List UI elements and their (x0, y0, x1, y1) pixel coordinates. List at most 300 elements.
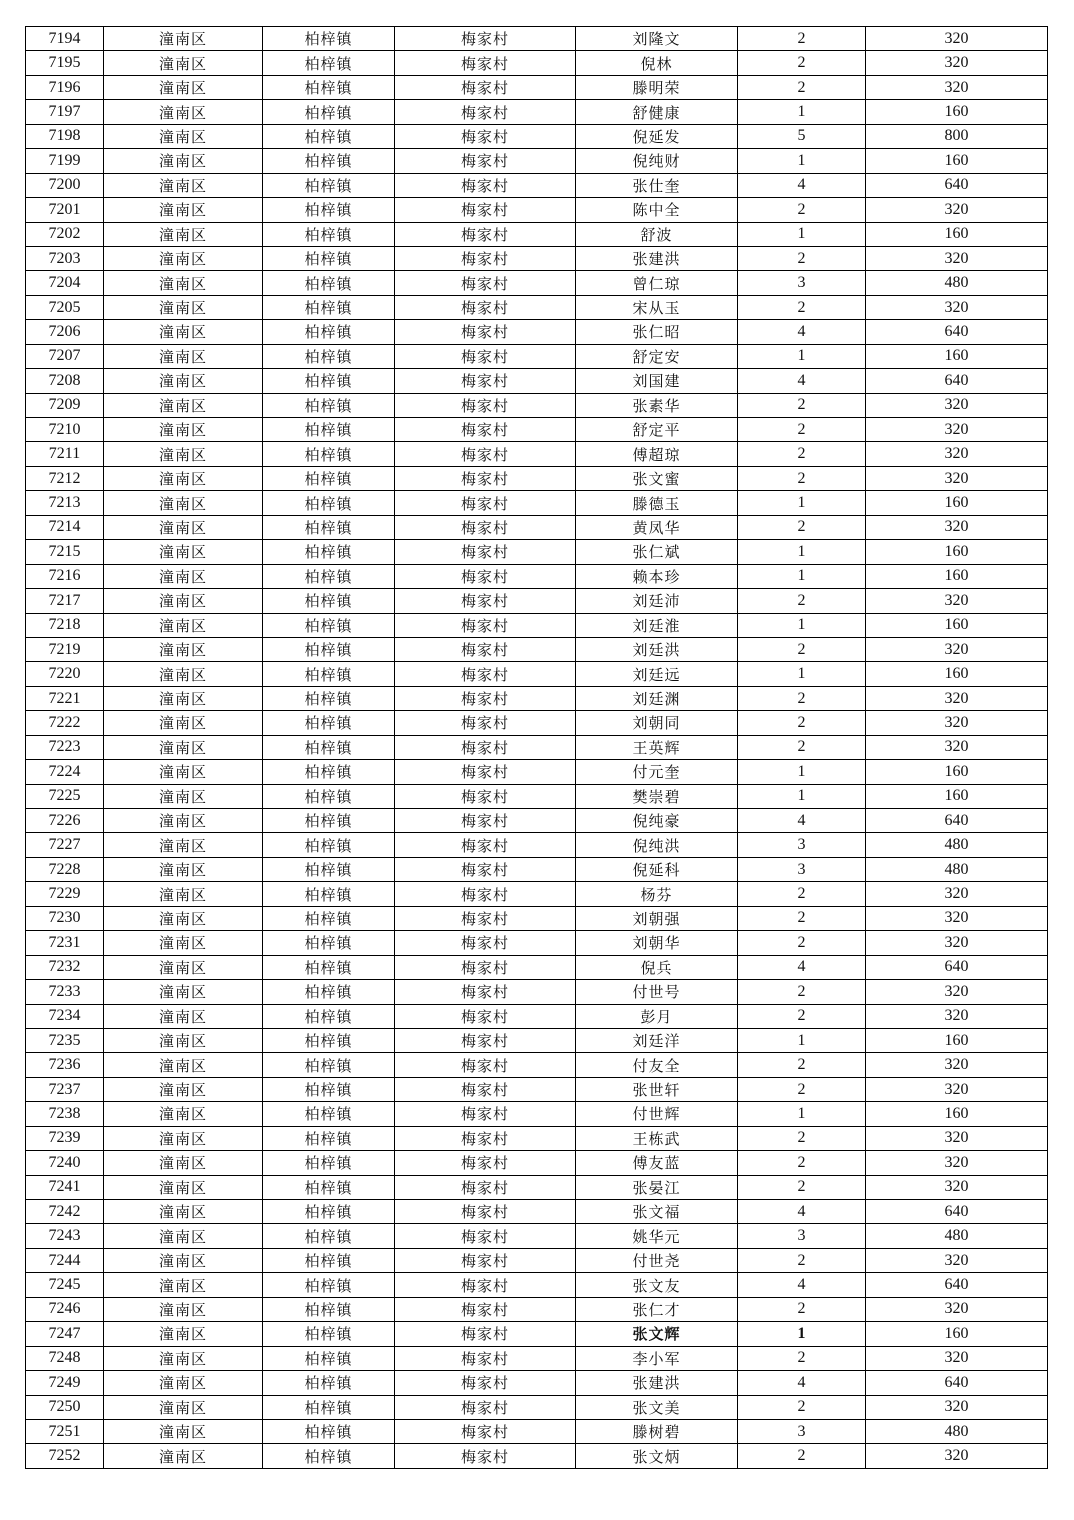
table-row (26, 882, 1048, 906)
cell-seq: 7223 (26, 735, 104, 759)
cell-amount: 320 (866, 515, 1048, 539)
cell-district: 潼南区 (104, 466, 263, 490)
cell-town: 柏梓镇 (263, 882, 395, 906)
cell-amount: 160 (866, 662, 1048, 686)
cell-amount: 320 (866, 1053, 1048, 1077)
cell-seq: 7221 (26, 686, 104, 710)
cell-town: 柏梓镇 (263, 1151, 395, 1175)
cell-amount: 160 (866, 149, 1048, 173)
cell-village: 梅家村 (395, 906, 576, 930)
cell-village: 梅家村 (395, 564, 576, 588)
cell-name: 张文友 (576, 1273, 738, 1297)
cell-name: 张文福 (576, 1200, 738, 1224)
table-row (26, 271, 1048, 295)
table-row (26, 149, 1048, 173)
table-row (26, 1102, 1048, 1126)
cell-district: 潼南区 (104, 760, 263, 784)
cell-name: 滕明荣 (576, 75, 738, 99)
cell-seq: 7220 (26, 662, 104, 686)
cell-town: 柏梓镇 (263, 1248, 395, 1272)
cell-persons: 2 (738, 198, 866, 222)
cell-amount: 640 (866, 955, 1048, 979)
cell-persons: 2 (738, 1053, 866, 1077)
table-row (26, 857, 1048, 881)
cell-amount: 480 (866, 1224, 1048, 1248)
cell-amount: 160 (866, 222, 1048, 246)
table-row (26, 393, 1048, 417)
cell-amount: 640 (866, 320, 1048, 344)
cell-name: 赖本珍 (576, 564, 738, 588)
cell-village: 梅家村 (395, 393, 576, 417)
table-row (26, 1175, 1048, 1199)
cell-persons: 2 (738, 27, 866, 51)
cell-town: 柏梓镇 (263, 246, 395, 270)
cell-name: 倪延科 (576, 857, 738, 881)
cell-persons: 1 (738, 613, 866, 637)
cell-seq: 7195 (26, 51, 104, 75)
cell-amount: 320 (866, 1151, 1048, 1175)
cell-persons: 1 (738, 100, 866, 124)
cell-seq: 7231 (26, 931, 104, 955)
table-row (26, 711, 1048, 735)
cell-district: 潼南区 (104, 833, 263, 857)
cell-amount: 480 (866, 1419, 1048, 1443)
cell-seq: 7197 (26, 100, 104, 124)
cell-town: 柏梓镇 (263, 1077, 395, 1101)
cell-amount: 320 (866, 1077, 1048, 1101)
table-row (26, 1004, 1048, 1028)
cell-seq: 7218 (26, 613, 104, 637)
subsidy-list-table (25, 26, 1048, 1469)
cell-amount: 320 (866, 418, 1048, 442)
table-row (26, 906, 1048, 930)
cell-amount: 320 (866, 442, 1048, 466)
cell-district: 潼南区 (104, 75, 263, 99)
cell-town: 柏梓镇 (263, 100, 395, 124)
cell-persons: 4 (738, 1200, 866, 1224)
table-row (26, 51, 1048, 75)
cell-seq: 7216 (26, 564, 104, 588)
cell-seq: 7242 (26, 1200, 104, 1224)
cell-village: 梅家村 (395, 589, 576, 613)
cell-village: 梅家村 (395, 418, 576, 442)
cell-persons: 2 (738, 1175, 866, 1199)
cell-district: 潼南区 (104, 271, 263, 295)
cell-persons: 1 (738, 1028, 866, 1052)
table-row (26, 809, 1048, 833)
cell-district: 潼南区 (104, 491, 263, 515)
cell-name: 刘廷远 (576, 662, 738, 686)
cell-district: 潼南区 (104, 1102, 263, 1126)
cell-name: 刘廷渊 (576, 686, 738, 710)
cell-seq: 7217 (26, 589, 104, 613)
cell-town: 柏梓镇 (263, 1346, 395, 1370)
cell-name: 王英辉 (576, 735, 738, 759)
cell-village: 梅家村 (395, 1028, 576, 1052)
cell-name: 张仕奎 (576, 173, 738, 197)
cell-town: 柏梓镇 (263, 1224, 395, 1248)
cell-seq: 7219 (26, 637, 104, 661)
cell-village: 梅家村 (395, 295, 576, 319)
cell-amount: 320 (866, 589, 1048, 613)
cell-persons: 2 (738, 466, 866, 490)
cell-district: 潼南区 (104, 589, 263, 613)
cell-town: 柏梓镇 (263, 27, 395, 51)
cell-amount: 480 (866, 857, 1048, 881)
cell-town: 柏梓镇 (263, 295, 395, 319)
cell-amount: 320 (866, 980, 1048, 1004)
cell-town: 柏梓镇 (263, 931, 395, 955)
table-row (26, 1077, 1048, 1101)
cell-town: 柏梓镇 (263, 1028, 395, 1052)
cell-district: 潼南区 (104, 735, 263, 759)
cell-village: 梅家村 (395, 1151, 576, 1175)
table-row (26, 246, 1048, 270)
table-row (26, 100, 1048, 124)
cell-name: 付世尧 (576, 1248, 738, 1272)
table-row (26, 344, 1048, 368)
cell-amount: 320 (866, 931, 1048, 955)
cell-name: 刘朝强 (576, 906, 738, 930)
cell-amount: 800 (866, 124, 1048, 148)
cell-seq: 7204 (26, 271, 104, 295)
cell-name: 张世轩 (576, 1077, 738, 1101)
cell-amount: 160 (866, 1102, 1048, 1126)
cell-seq: 7241 (26, 1175, 104, 1199)
cell-amount: 640 (866, 1273, 1048, 1297)
cell-name: 张仁昭 (576, 320, 738, 344)
cell-village: 梅家村 (395, 369, 576, 393)
cell-persons: 2 (738, 75, 866, 99)
cell-village: 梅家村 (395, 540, 576, 564)
cell-village: 梅家村 (395, 100, 576, 124)
cell-seq: 7201 (26, 198, 104, 222)
cell-seq: 7225 (26, 784, 104, 808)
cell-town: 柏梓镇 (263, 833, 395, 857)
table-row (26, 173, 1048, 197)
cell-persons: 2 (738, 295, 866, 319)
cell-name: 刘国建 (576, 369, 738, 393)
cell-seq: 7207 (26, 344, 104, 368)
cell-village: 梅家村 (395, 1175, 576, 1199)
cell-district: 潼南区 (104, 637, 263, 661)
cell-village: 梅家村 (395, 1444, 576, 1468)
cell-seq: 7215 (26, 540, 104, 564)
cell-amount: 320 (866, 75, 1048, 99)
cell-name: 张文美 (576, 1395, 738, 1419)
cell-persons: 2 (738, 686, 866, 710)
cell-seq: 7208 (26, 369, 104, 393)
cell-name: 倪延发 (576, 124, 738, 148)
cell-persons: 3 (738, 271, 866, 295)
cell-seq: 7239 (26, 1126, 104, 1150)
table-row (26, 686, 1048, 710)
cell-town: 柏梓镇 (263, 442, 395, 466)
cell-name: 张仁斌 (576, 540, 738, 564)
cell-amount: 320 (866, 393, 1048, 417)
cell-town: 柏梓镇 (263, 1297, 395, 1321)
cell-name: 刘廷沛 (576, 589, 738, 613)
cell-district: 潼南区 (104, 27, 263, 51)
cell-village: 梅家村 (395, 27, 576, 51)
cell-district: 潼南区 (104, 344, 263, 368)
cell-name: 张仁才 (576, 1297, 738, 1321)
cell-name: 舒波 (576, 222, 738, 246)
cell-town: 柏梓镇 (263, 686, 395, 710)
cell-seq: 7236 (26, 1053, 104, 1077)
table-row (26, 1200, 1048, 1224)
table-row (26, 955, 1048, 979)
table-row (26, 1248, 1048, 1272)
cell-village: 梅家村 (395, 1102, 576, 1126)
cell-village: 梅家村 (395, 662, 576, 686)
cell-name: 滕树碧 (576, 1419, 738, 1443)
cell-district: 潼南区 (104, 564, 263, 588)
cell-name: 倪林 (576, 51, 738, 75)
cell-name: 付友全 (576, 1053, 738, 1077)
cell-persons: 2 (738, 1151, 866, 1175)
cell-name: 刘廷洋 (576, 1028, 738, 1052)
cell-persons: 2 (738, 882, 866, 906)
cell-district: 潼南区 (104, 295, 263, 319)
cell-name: 张晏江 (576, 1175, 738, 1199)
table-row (26, 1273, 1048, 1297)
cell-town: 柏梓镇 (263, 51, 395, 75)
table-row (26, 662, 1048, 686)
cell-district: 潼南区 (104, 857, 263, 881)
cell-district: 潼南区 (104, 515, 263, 539)
cell-name: 舒定平 (576, 418, 738, 442)
cell-district: 潼南区 (104, 1346, 263, 1370)
cell-village: 梅家村 (395, 784, 576, 808)
cell-district: 潼南区 (104, 1151, 263, 1175)
cell-name: 曾仁琼 (576, 271, 738, 295)
cell-name: 刘廷洪 (576, 637, 738, 661)
cell-district: 潼南区 (104, 540, 263, 564)
cell-district: 潼南区 (104, 1126, 263, 1150)
cell-seq: 7250 (26, 1395, 104, 1419)
cell-persons: 2 (738, 711, 866, 735)
cell-name: 刘廷淮 (576, 613, 738, 637)
cell-amount: 320 (866, 27, 1048, 51)
cell-village: 梅家村 (395, 809, 576, 833)
cell-name: 倪纯豪 (576, 809, 738, 833)
cell-persons: 1 (738, 784, 866, 808)
cell-town: 柏梓镇 (263, 124, 395, 148)
cell-town: 柏梓镇 (263, 1371, 395, 1395)
cell-village: 梅家村 (395, 246, 576, 270)
cell-persons: 2 (738, 1077, 866, 1101)
cell-town: 柏梓镇 (263, 75, 395, 99)
cell-name: 滕德玉 (576, 491, 738, 515)
table-row (26, 1322, 1048, 1346)
table-row (26, 564, 1048, 588)
cell-village: 梅家村 (395, 686, 576, 710)
cell-village: 梅家村 (395, 149, 576, 173)
cell-persons: 2 (738, 515, 866, 539)
cell-town: 柏梓镇 (263, 491, 395, 515)
cell-town: 柏梓镇 (263, 418, 395, 442)
cell-persons: 2 (738, 442, 866, 466)
cell-persons: 1 (738, 222, 866, 246)
cell-district: 潼南区 (104, 198, 263, 222)
cell-name: 姚华元 (576, 1224, 738, 1248)
cell-town: 柏梓镇 (263, 613, 395, 637)
cell-district: 潼南区 (104, 931, 263, 955)
cell-amount: 320 (866, 1126, 1048, 1150)
table-row (26, 784, 1048, 808)
table-row (26, 589, 1048, 613)
cell-amount: 160 (866, 760, 1048, 784)
cell-amount: 320 (866, 1175, 1048, 1199)
cell-town: 柏梓镇 (263, 564, 395, 588)
cell-district: 潼南区 (104, 1004, 263, 1028)
cell-amount: 640 (866, 1371, 1048, 1395)
cell-name: 张素华 (576, 393, 738, 417)
cell-village: 梅家村 (395, 613, 576, 637)
cell-persons: 1 (738, 149, 866, 173)
cell-persons: 4 (738, 809, 866, 833)
cell-amount: 640 (866, 173, 1048, 197)
cell-seq: 7206 (26, 320, 104, 344)
cell-amount: 320 (866, 1395, 1048, 1419)
cell-town: 柏梓镇 (263, 760, 395, 784)
cell-district: 潼南区 (104, 784, 263, 808)
cell-district: 潼南区 (104, 1395, 263, 1419)
cell-seq: 7247 (26, 1322, 104, 1346)
cell-name: 付元奎 (576, 760, 738, 784)
cell-persons: 2 (738, 1004, 866, 1028)
cell-village: 梅家村 (395, 980, 576, 1004)
cell-village: 梅家村 (395, 1322, 576, 1346)
cell-name: 黄凤华 (576, 515, 738, 539)
cell-village: 梅家村 (395, 198, 576, 222)
cell-town: 柏梓镇 (263, 1126, 395, 1150)
cell-amount: 160 (866, 540, 1048, 564)
cell-seq: 7209 (26, 393, 104, 417)
cell-persons: 2 (738, 931, 866, 955)
cell-district: 潼南区 (104, 369, 263, 393)
table-row (26, 1371, 1048, 1395)
cell-village: 梅家村 (395, 955, 576, 979)
cell-district: 潼南区 (104, 1028, 263, 1052)
cell-seq: 7211 (26, 442, 104, 466)
cell-name: 刘隆文 (576, 27, 738, 51)
cell-village: 梅家村 (395, 1248, 576, 1272)
cell-name: 王栋武 (576, 1126, 738, 1150)
cell-seq: 7232 (26, 955, 104, 979)
cell-village: 梅家村 (395, 1371, 576, 1395)
cell-persons: 3 (738, 833, 866, 857)
cell-persons: 2 (738, 735, 866, 759)
cell-seq: 7194 (26, 27, 104, 51)
cell-name: 李小军 (576, 1346, 738, 1370)
cell-town: 柏梓镇 (263, 515, 395, 539)
table-row (26, 1126, 1048, 1150)
cell-town: 柏梓镇 (263, 955, 395, 979)
cell-village: 梅家村 (395, 760, 576, 784)
table-row (26, 466, 1048, 490)
cell-amount: 160 (866, 491, 1048, 515)
cell-district: 潼南区 (104, 1419, 263, 1443)
cell-district: 潼南区 (104, 1322, 263, 1346)
cell-seq: 7226 (26, 809, 104, 833)
cell-town: 柏梓镇 (263, 857, 395, 881)
cell-name: 倪兵 (576, 955, 738, 979)
cell-name: 宋从玉 (576, 295, 738, 319)
cell-town: 柏梓镇 (263, 637, 395, 661)
cell-persons: 1 (738, 1322, 866, 1346)
cell-village: 梅家村 (395, 271, 576, 295)
table-row (26, 320, 1048, 344)
cell-district: 潼南区 (104, 882, 263, 906)
cell-village: 梅家村 (395, 515, 576, 539)
cell-persons: 2 (738, 51, 866, 75)
cell-seq: 7234 (26, 1004, 104, 1028)
cell-amount: 320 (866, 1346, 1048, 1370)
cell-amount: 480 (866, 271, 1048, 295)
cell-seq: 7224 (26, 760, 104, 784)
cell-district: 潼南区 (104, 711, 263, 735)
cell-town: 柏梓镇 (263, 271, 395, 295)
cell-seq: 7200 (26, 173, 104, 197)
table-row (26, 198, 1048, 222)
cell-name: 傅超琼 (576, 442, 738, 466)
table-row (26, 1444, 1048, 1468)
table-row (26, 418, 1048, 442)
cell-town: 柏梓镇 (263, 320, 395, 344)
cell-name: 张文蜜 (576, 466, 738, 490)
cell-village: 梅家村 (395, 857, 576, 881)
cell-town: 柏梓镇 (263, 1395, 395, 1419)
cell-amount: 320 (866, 51, 1048, 75)
cell-seq: 7196 (26, 75, 104, 99)
table-row (26, 1297, 1048, 1321)
cell-district: 潼南区 (104, 613, 263, 637)
cell-name: 陈中全 (576, 198, 738, 222)
cell-persons: 2 (738, 637, 866, 661)
cell-name: 付世号 (576, 980, 738, 1004)
cell-town: 柏梓镇 (263, 1102, 395, 1126)
cell-village: 梅家村 (395, 124, 576, 148)
cell-district: 潼南区 (104, 1444, 263, 1468)
cell-town: 柏梓镇 (263, 466, 395, 490)
table-row (26, 540, 1048, 564)
cell-district: 潼南区 (104, 686, 263, 710)
cell-village: 梅家村 (395, 735, 576, 759)
cell-town: 柏梓镇 (263, 1004, 395, 1028)
table-body (26, 27, 1048, 1469)
cell-village: 梅家村 (395, 1004, 576, 1028)
cell-name: 张文炳 (576, 1444, 738, 1468)
cell-seq: 7248 (26, 1346, 104, 1370)
cell-seq: 7227 (26, 833, 104, 857)
cell-village: 梅家村 (395, 931, 576, 955)
cell-district: 潼南区 (104, 320, 263, 344)
cell-village: 梅家村 (395, 466, 576, 490)
cell-amount: 160 (866, 784, 1048, 808)
cell-amount: 320 (866, 1004, 1048, 1028)
table-row (26, 295, 1048, 319)
cell-seq: 7233 (26, 980, 104, 1004)
cell-amount: 160 (866, 1028, 1048, 1052)
cell-seq: 7251 (26, 1419, 104, 1443)
cell-village: 梅家村 (395, 173, 576, 197)
cell-village: 梅家村 (395, 491, 576, 515)
cell-name: 张建洪 (576, 246, 738, 270)
cell-district: 潼南区 (104, 393, 263, 417)
cell-district: 潼南区 (104, 418, 263, 442)
